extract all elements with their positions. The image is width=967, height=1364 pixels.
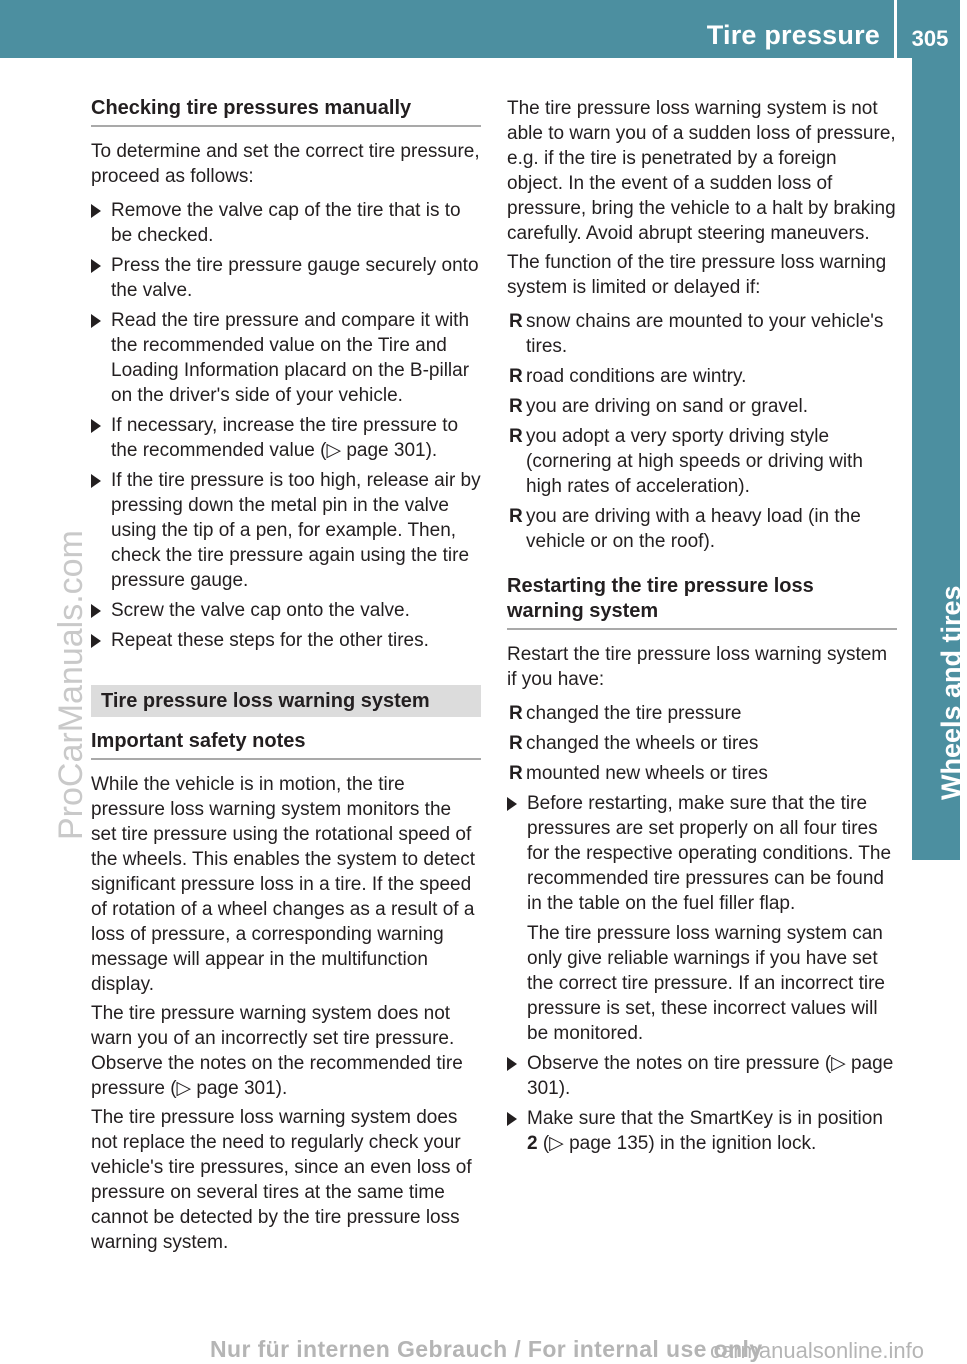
instruction-step: Remove the valve cap of the tire that is to be checked. [91,198,481,248]
list-item: R changed the wheels or tires [509,733,759,754]
instruction-step: Press the tire pressure gauge securely onto the valve. [91,253,481,303]
instruction-step: Observe the notes on tire pressure (▷ page 301). [507,1051,897,1101]
list-item: R mounted new wheels or tires [509,763,768,784]
restart-note: The tire pressure loss warning system can only give reliable warnings if you have set the correct tire pressure. If an incorrect tire pressure is set, these incorrect values will be monitored. [527,923,885,1044]
check-intro: To determine and set the correct tire pressure, proceed as follows: [91,141,480,187]
list-item: R you are driving with a heavy load (in the vehicle or on the roof). [509,506,861,552]
page-title: Tire pressure [706,20,880,50]
left-watermark: ProCarManuals.com [52,530,90,840]
header-divider [894,0,897,58]
arrow-right-icon [91,419,101,433]
arrow-right-icon [507,797,517,811]
arrow-right-icon [91,204,101,218]
arrow-right-icon [91,604,101,618]
list-item: R you adopt a very sporty driving style (cornering at high speeds or driving with high rates of acceleration). [509,426,863,497]
side-tab-label: Wheels and tires [936,585,966,800]
system-heading: Tire pressure loss warning system [91,685,481,717]
restart-intro: Restart the tire pressure loss warning system if you have: [507,644,888,690]
instruction-step: If the tire pressure is too high, release air by pressing down the metal pin in the valve using the tip of a pen, for example. Then, check the tire pressure again using the tire pressure gauge. [91,468,481,593]
right-column [507,96,897,1161]
instruction-step: Read the tire pressure and compare it with the recommended value on the Tire and Loading Information placard on the B-pillar on the driver's side of your vehicle. [91,308,481,408]
instruction-step: Before restarting, make sure that the tire pressures are set properly on all four tires for the respective operating conditions. The recommended tire pressures can be found in the table on the fuel filler flap. The tire pressure loss warning system can only give reliable warnings if you have set the correct tire pressure. If an incorrect tire pressure is set, these incorrect values will be monitored. [507,791,897,1046]
safety-heading: Important safety notes [91,729,481,760]
sudden-loss-paragraph: The tire pressure loss warning system is not able to warn you of a sudden loss of pressure, e.g. if the tire is penetrated by a foreign object. In the event of a sudden loss of pressure, bring the vehicle to a halt by braking carefully. Avoid abrupt steering maneuvers. [507,98,896,244]
safety-paragraph: The tire pressure warning system does not warn you of an incorrectly set tire pressure. Observe the notes on the recommended tire pressure (▷ page 301). [91,1003,463,1099]
safety-paragraph: The tire pressure loss warning system does not replace the need to regularly check your vehicle's tire pressures, since an even loss of pressure on several tires at the same time cannot be detected by the tire pressure loss warning system. [91,1107,472,1253]
instruction-step: If necessary, increase the tire pressure to the recommended value (▷ page 301). [91,413,481,463]
restart-heading: Restarting the tire pressure loss warning system [507,574,897,630]
instruction-step: Repeat these steps for the other tires. [91,628,481,653]
arrow-right-icon [507,1057,517,1071]
arrow-right-icon [91,634,101,648]
arrow-right-icon [507,1112,517,1126]
list-item: R you are driving on sand or gravel. [509,396,808,417]
list-item: R changed the tire pressure [509,703,742,724]
footer-site: carmanualsonline.info [710,1338,925,1363]
safety-paragraph: While the vehicle is in motion, the tire pressure loss warning system monitors the set tire pressure using the rotational speed of the wheels. This enables the system to detect significant pressure loss in a tire. If the speed of rotation of a wheel changes as a result of a loss of pressure, a corresponding warning message will appear in the multifunction display. [91,774,476,995]
arrow-right-icon [91,314,101,328]
list-item: R snow chains are mounted to your vehicle's tires. [509,311,884,357]
instruction-step: Make sure that the SmartKey is in position 2 (▷ page 135) in the ignition lock. [507,1106,897,1156]
check-heading: Checking tire pressures manually [91,96,481,127]
limits-intro: The function of the tire pressure loss warning system is limited or delayed if: [507,252,887,298]
position-number: 2 [527,1133,538,1154]
arrow-right-icon [91,259,101,273]
page-number: 305 [911,26,949,51]
list-item: R road conditions are wintry. [509,366,747,387]
footer-watermark: Nur für internen Gebrauch / For internal use only [210,1336,763,1362]
left-column [91,96,481,1259]
instruction-step: Screw the valve cap onto the valve. [91,598,481,623]
arrow-right-icon [91,474,101,488]
